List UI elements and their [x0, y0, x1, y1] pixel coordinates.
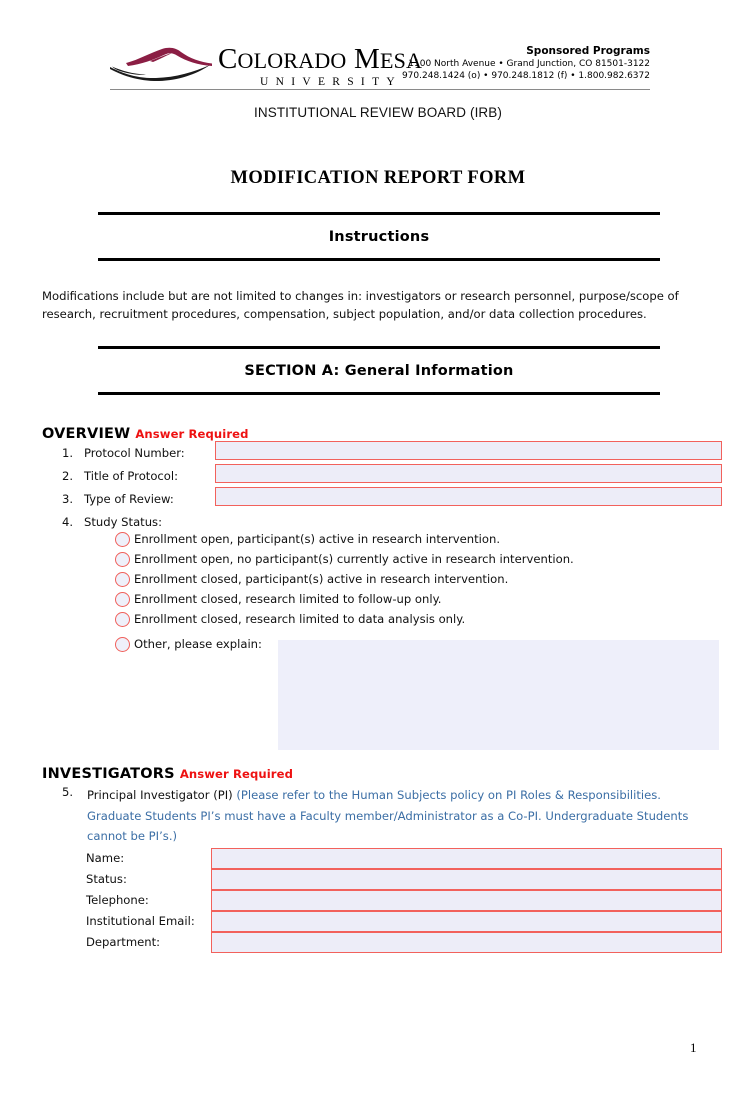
radio-button-icon[interactable] [115, 552, 130, 567]
question-3-label: Type of Review: [84, 492, 174, 506]
study-status-option-4-label: Enrollment closed, research limited to follow-up only. [134, 592, 442, 606]
principal-investigator-label: Principal Investigator (PI) [87, 788, 237, 802]
instructions-band [98, 212, 660, 261]
question-1-label: Protocol Number: [84, 446, 185, 460]
pi-name-label: Name: [86, 851, 125, 865]
pi-institutional-email-input[interactable] [211, 911, 722, 932]
cmu-mountain-logo-icon [110, 47, 222, 81]
question-4-row [62, 515, 162, 529]
pi-telephone-input[interactable] [211, 890, 722, 911]
instructions-band-label: Instructions [328, 229, 430, 245]
study-status-option-5-label: Enrollment closed, research limited to data analysis only. [134, 612, 466, 626]
page-title: MODIFICATION REPORT FORM [230, 168, 526, 188]
pi-status-label: Status: [86, 872, 127, 886]
sponsored-programs-address [402, 45, 650, 82]
instructions-paragraph: Modifications include but are not limited to changes in: investigators or research personnel, purpose/scope of research, recruitment procedures, compensation, subject population, and/or data collection procedures. [42, 289, 679, 321]
page-number: 1 [690, 1040, 697, 1055]
phone-numbers: 970.248.1424 (o) • 970.248.1812 (f) • 1.800.982.6372 [401, 71, 650, 81]
protocol-number-input[interactable] [215, 441, 722, 460]
wordmark-olorado: OLORADO [237, 48, 347, 73]
letterhead-divider [110, 89, 650, 90]
office-name: Sponsored Programs [526, 45, 650, 57]
study-status-option-3-label: Enrollment closed, participant(s) active in research intervention. [134, 572, 509, 586]
overview-heading-label: OVERVIEW [42, 426, 131, 442]
principal-investigator-note [87, 785, 707, 847]
radio-button-icon[interactable] [115, 572, 130, 587]
radio-button-icon[interactable] [115, 637, 130, 652]
pi-department-input[interactable] [211, 932, 722, 953]
pi-telephone-label: Telephone: [86, 893, 149, 907]
title-of-protocol-input[interactable] [215, 464, 722, 483]
study-status-option-other-label: Other, please explain: [134, 637, 262, 651]
question-1-row [62, 446, 185, 460]
radio-button-icon[interactable] [115, 612, 130, 627]
question-4-number: 4. [62, 515, 74, 529]
study-status-option-2-label: Enrollment open, no participant(s) currently active in research intervention. [134, 552, 574, 566]
question-2-row [62, 469, 178, 483]
principal-investigator-note-text: (Please refer to the Human Subjects policy on PI Roles & Responsibilities. Graduate Students PI’s must have a Faculty member/Administrator as a Co-PI. Undergraduate Students cannot be PI’s.) [87, 788, 689, 843]
pi-department-label: Department: [86, 935, 161, 949]
pi-institutional-email-label: Institutional Email: [86, 914, 195, 928]
overview-heading [42, 423, 249, 442]
section-a-band [98, 346, 660, 395]
band-rule-bottom [98, 258, 660, 261]
question-1-number: 1. [62, 446, 74, 460]
radio-button-icon[interactable] [115, 532, 130, 547]
investigators-required-tag: Answer Required [179, 767, 293, 781]
overview-required-tag: Answer Required [135, 427, 249, 441]
letterhead [110, 44, 650, 90]
wordmark-m: M [353, 43, 380, 75]
question-5-number: 5. [62, 785, 74, 799]
study-status-option-1-label: Enrollment open, participant(s) active in research intervention. [134, 532, 501, 546]
section-a-band-label: SECTION A: General Information [244, 363, 514, 379]
pi-status-input[interactable] [211, 869, 722, 890]
radio-button-icon[interactable] [115, 592, 130, 607]
other-explain-textarea[interactable] [278, 640, 719, 750]
investigators-heading-label: INVESTIGATORS [42, 766, 175, 782]
type-of-review-input[interactable] [215, 487, 722, 506]
irb-board-line: INSTITUTIONAL REVIEW BOARD (IRB) [254, 105, 502, 120]
wordmark-esa: ESA [379, 48, 423, 73]
question-2-label: Title of Protocol: [84, 469, 179, 483]
question-2-number: 2. [62, 469, 74, 483]
pi-name-input[interactable] [211, 848, 722, 869]
question-4-label: Study Status: [84, 515, 163, 529]
question-3-number: 3. [62, 492, 74, 506]
question-3-row [62, 492, 174, 506]
street-address: 1100 North Avenue • Grand Junction, CO 81501-3122 [408, 59, 650, 69]
investigators-heading [42, 763, 293, 782]
wordmark-line-2: UNIVERSITY [260, 76, 402, 88]
wordmark-c: C [218, 43, 238, 75]
band-rule-bottom [98, 392, 660, 395]
